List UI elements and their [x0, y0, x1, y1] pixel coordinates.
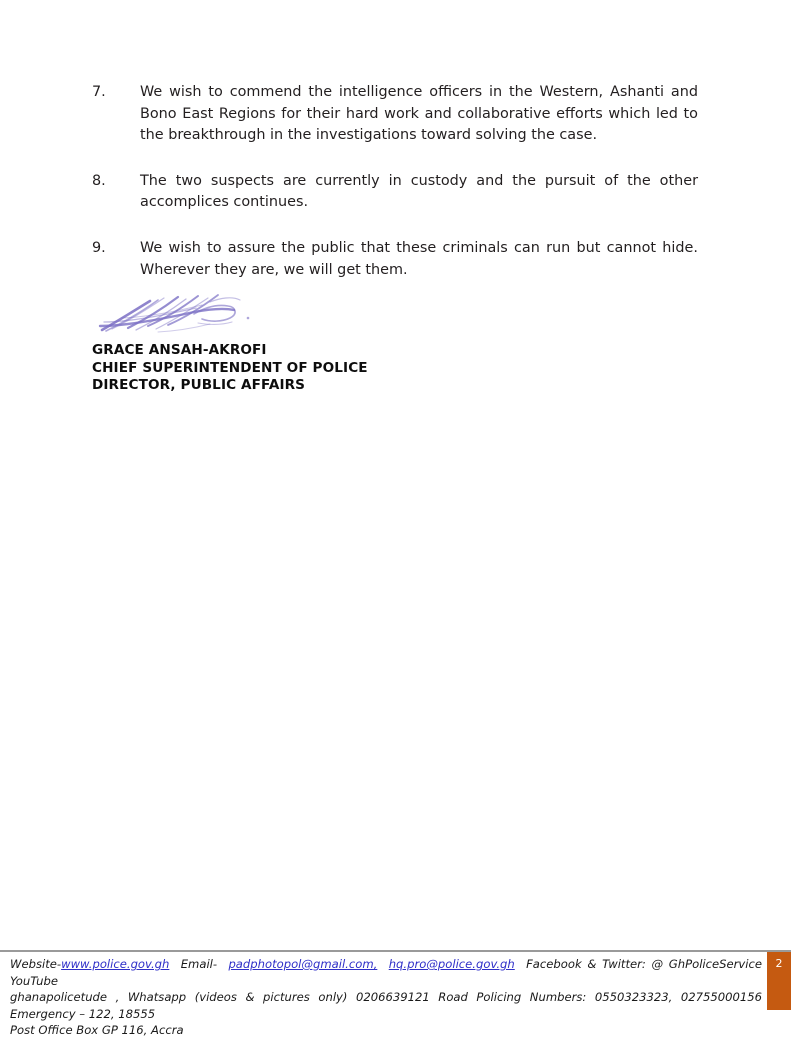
numbered-paragraph [92, 82, 698, 147]
numbered-paragraph [92, 171, 698, 214]
footer-numbers-line: ghanapolicetude , Whatsapp (videos & pictures only) 0206639121 Road Policing Numbers: 0550323323, 02755000156 Emergency – 122, 18555 [10, 990, 762, 1021]
signatory-rank: CHIEF SUPERINTENDENT OF POLICE [92, 359, 368, 376]
signature-block [92, 292, 512, 395]
footer-space-1 [169, 957, 180, 971]
paragraph-number: 9. [92, 239, 106, 256]
website-label: Website- [10, 957, 62, 971]
signatory-title: DIRECTOR, PUBLIC AFFAIRS [92, 377, 306, 393]
social-handles: Facebook & Twitter: @ GhPoliceService YouTube [10, 957, 763, 988]
email-label: Email- [180, 957, 218, 971]
footer-divider [0, 950, 791, 952]
email-link-primary[interactable]: padphotopol@gmail.com, [228, 957, 378, 971]
paragraph-text: The two suspects are currently in custody and the pursuit of the other accomplices continues. [140, 172, 698, 211]
page-footer [10, 956, 762, 1039]
page-number-badge: 2 [767, 952, 791, 1010]
document-body [92, 82, 698, 305]
paragraph-number: 7. [92, 84, 106, 100]
footer-contact-line [10, 956, 762, 989]
paragraph-text: We wish to assure the public that these criminals can run but cannot hide. Wherever they are, we will get them. [140, 239, 698, 278]
footer-space-2 [217, 957, 228, 971]
footer-space-3 [377, 957, 388, 971]
signatory-details [92, 342, 512, 395]
signatory-name: GRACE ANSAH-AKROFI [92, 342, 267, 358]
footer-space-4 [515, 957, 526, 971]
paragraph-number: 8. [92, 172, 106, 189]
numbered-paragraph [92, 238, 698, 281]
handwritten-signature-icon [98, 292, 258, 336]
email-link-secondary[interactable]: hq.pro@police.gov.gh [388, 957, 515, 971]
website-link[interactable]: www.police.gov.gh [61, 957, 170, 971]
footer-address-line: Post Office Box GP 116, Accra [10, 1023, 184, 1037]
paragraph-text: We wish to commend the intelligence officers in the Western, Ashanti and Bono East Regions for their hard work and collaborative efforts which led to the breakthrough in the investigations toward solving the case. [140, 84, 698, 144]
